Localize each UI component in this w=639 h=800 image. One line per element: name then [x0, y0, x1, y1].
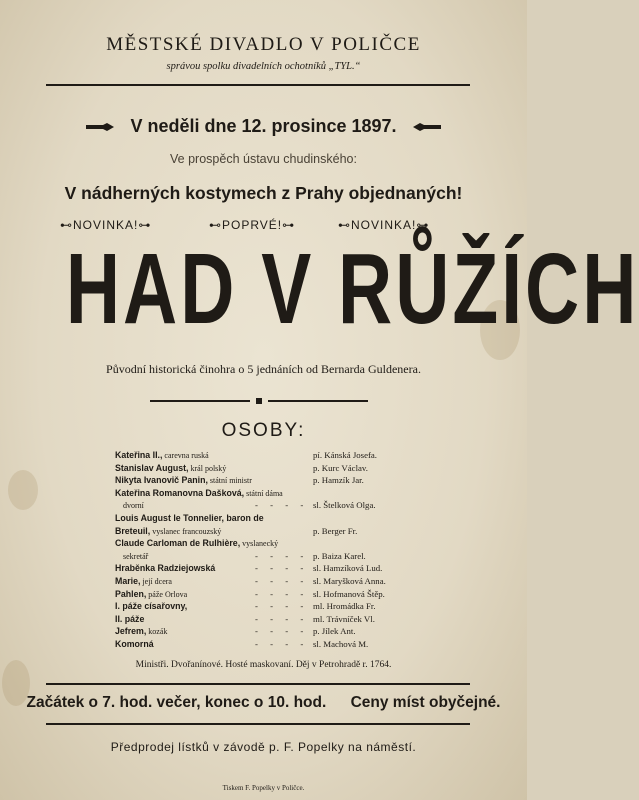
cast-row — [115, 513, 435, 526]
cast-row — [115, 614, 435, 627]
cast-heading: OSOBY: — [221, 420, 306, 441]
performance-date: V neděli dne 12. prosince 1897. — [130, 116, 397, 136]
actor-name: sl. Maryšková Anna. — [313, 575, 386, 586]
times-row — [0, 694, 527, 712]
novelty-tag-left — [60, 218, 151, 232]
divider — [46, 723, 470, 725]
role-cell — [115, 450, 209, 460]
presale-info: Předprodej lístků v závodě p. F. Popelky na náměstí. — [110, 740, 417, 754]
role-cell — [115, 626, 167, 636]
role-description: kozák — [146, 627, 168, 637]
cast-row — [115, 526, 435, 539]
role-cell — [115, 513, 264, 523]
cast-notes: Ministři. Dvořanínové. Hosté maskovaní. Děj v Petrohradě r. 1764. — [135, 660, 392, 670]
cast-row — [115, 475, 435, 488]
role-description: dvorní — [123, 501, 144, 511]
divider — [46, 84, 470, 86]
cast-row — [115, 601, 435, 614]
cast-list — [115, 450, 435, 652]
cast-row — [115, 488, 435, 501]
cast-row — [115, 538, 435, 551]
cast-row — [115, 576, 435, 589]
cast-row — [115, 500, 435, 513]
tag-ornament-icon: ⊶ — [282, 218, 296, 232]
role-name: Pahlen, — [115, 588, 147, 599]
leader-dashes: - - - - — [255, 613, 309, 624]
role-cell — [115, 488, 283, 498]
role-name: Hraběnka Radziejowská — [115, 563, 216, 574]
tag-ornament-icon: ⊶ — [138, 218, 152, 232]
ornament-diamond — [256, 398, 262, 404]
leader-dashes: - - - - — [255, 601, 309, 612]
role-description: vyslanecký — [240, 539, 279, 549]
role-name: Breteuil, — [115, 525, 151, 536]
actor-name: p. Berger Fr. — [313, 525, 358, 536]
role-cell — [115, 475, 252, 485]
role-cell — [115, 538, 278, 548]
ornament-rule-left — [150, 400, 250, 402]
role-description: král polský — [188, 463, 227, 473]
role-name: Louis August le Tonnelier, baron de — [115, 512, 264, 523]
actor-name: sl. Štelková Olga. — [313, 500, 376, 511]
play-title: HAD V RŮŽÍCH — [65, 233, 639, 345]
leader-dashes: - - - - — [255, 550, 309, 561]
actor-name: p. Hamzík Jar. — [313, 475, 364, 486]
role-description: vyslanec francouzský — [150, 526, 222, 536]
tag-ornament-icon: ⊷ — [209, 218, 222, 232]
start-end-times: Začátek o 7. hod. večer, konec o 10. hod. — [26, 694, 327, 711]
role-name: Kateřina Romanovna Dašková, — [115, 487, 245, 498]
role-cell — [115, 601, 187, 611]
role-description: sekretář — [123, 551, 149, 561]
role-description: státní ministr — [207, 476, 252, 486]
role-cell — [115, 614, 144, 624]
paper-stain — [8, 470, 38, 510]
cast-row — [115, 463, 435, 476]
actor-name: ml. Trávníček Vl. — [313, 613, 375, 624]
role-cell — [115, 576, 172, 586]
role-name: II. páže — [115, 613, 145, 624]
date-row — [0, 116, 527, 137]
ornament-rule-right — [268, 400, 368, 402]
role-description: páže Orlova — [146, 589, 188, 599]
cast-row — [115, 639, 435, 652]
tag-text: POPRVÉ! — [222, 218, 283, 232]
cast-row — [115, 626, 435, 639]
novelty-tag-right — [338, 218, 429, 232]
cast-row — [115, 589, 435, 602]
cast-row — [115, 551, 435, 564]
actor-name: sl. Hofmanová Štěp. — [313, 588, 385, 599]
role-cell — [115, 563, 215, 573]
cast-row — [115, 450, 435, 463]
leader-dashes: - - - - — [255, 575, 309, 586]
role-name: Nikyta Ivanovič Panin, — [115, 475, 208, 486]
management-line: správou spolku divadelních ochotníků „TYL.“ — [166, 61, 361, 72]
leader-dashes: - - - - — [255, 563, 309, 574]
actor-name: ml. Hromádka Fr. — [313, 601, 376, 612]
role-name: Jefrem, — [115, 626, 147, 637]
play-subtitle: Původní historická činohra o 5 jednáních od Bernarda Guldenera. — [106, 362, 421, 376]
role-name: I. páže císařovny, — [115, 601, 188, 612]
tag-ornament-icon: ⊶ — [416, 218, 430, 232]
pointing-hand-left-icon — [412, 122, 442, 132]
role-description: carevna ruská — [162, 451, 209, 460]
premiere-tag — [209, 218, 295, 232]
cast-row — [115, 563, 435, 576]
role-name: Kateřina II., — [115, 450, 163, 460]
divider — [46, 683, 470, 685]
role-name: Stanislav August, — [115, 462, 189, 473]
role-name: Marie, — [115, 575, 141, 586]
leader-dashes: - - - - — [255, 638, 309, 649]
theatre-name: MĚSTSKÉ DIVADLO V POLIČCE — [106, 34, 421, 55]
role-description: státní dáma — [244, 488, 283, 498]
role-cell — [115, 551, 148, 561]
role-description: její dcera — [140, 576, 172, 586]
role-cell — [115, 500, 144, 510]
actor-name: p. Jílek Ant. — [313, 626, 356, 637]
leader-dashes: - - - - — [255, 500, 309, 511]
tag-ornament-icon: ⊷ — [60, 218, 73, 232]
tag-ornament-icon: ⊷ — [338, 218, 351, 232]
tag-text: NOVINKA! — [351, 218, 417, 232]
role-cell — [115, 589, 187, 599]
actor-name: p. Kurc Václav. — [313, 462, 368, 473]
role-name: Komorná — [115, 638, 154, 649]
pointing-hand-right-icon — [85, 122, 115, 132]
role-name: Claude Carloman de Rulhière, — [115, 538, 241, 549]
role-cell — [115, 463, 226, 473]
benefit-line: Ve prospěch ústavu chudinského: — [170, 152, 357, 166]
costumes-line: V nádherných kostymech z Prahy objednaných! — [64, 183, 463, 203]
role-cell — [115, 639, 154, 649]
leader-dashes: - - - - — [255, 626, 309, 637]
actor-name: p. Baiza Karel. — [313, 550, 366, 561]
role-cell — [115, 526, 221, 536]
leader-dashes: - - - - — [255, 588, 309, 599]
ticket-prices: Ceny míst obyčejné. — [350, 694, 501, 711]
printer-imprint: Tiskem F. Popelky v Poličce. — [222, 784, 305, 792]
tag-text: NOVINKA! — [73, 218, 139, 232]
actor-name: pí. Kánská Josefa. — [313, 450, 378, 460]
actor-name: sl. Machová M. — [313, 638, 369, 649]
actor-name: sl. Hamzíková Lud. — [313, 563, 383, 574]
